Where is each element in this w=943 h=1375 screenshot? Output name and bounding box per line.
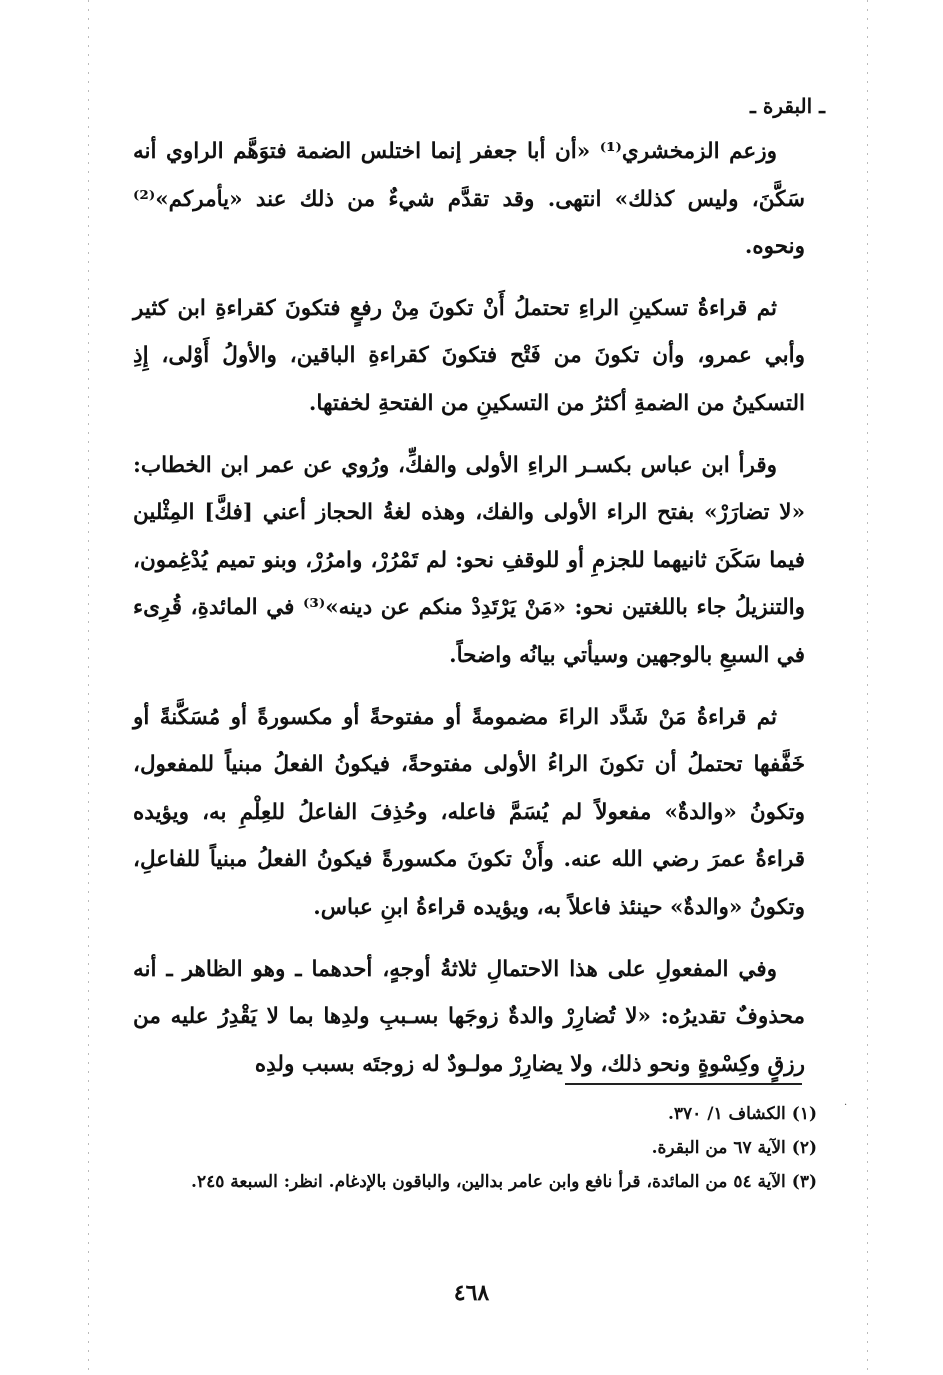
paragraph: وفي المفعولِ على هذا الاحتمالِ ثلاثةُ أوجهٍ، أحدهما ـ وهو الظاهر ـ أنه محذوفٌ تقديرُه: «لا تُضارِرْ والدةٌ زوجَها بسـببِ ولدِها بما لا يَقْدِرُ عليه من رزقٍ وكِسْوةٍ ونحو ذلك، ولا يضارِرْ مولـودٌ له زوجتَه بسبب ولدِه: [133, 956, 805, 1077]
footnote-item: [127, 1165, 817, 1199]
footnote-text: الآية ٥٤ من المائدة، قرأ نافع وابن عامر بدالين، والباقون بالإدغام. انظر: السبعة ٢٤٥.: [191, 1172, 786, 1192]
footnotes: [127, 1097, 817, 1199]
page-number: ٤٦٨: [453, 1280, 490, 1306]
footnote-separator: [565, 1083, 802, 1085]
footnote-number: (٢): [791, 1138, 817, 1158]
paragraph: وزعم الزمخشري⁽¹⁾ «أن أبا جعفر إنما اختلس الضمة فتوَهَّم الراوي أنه سَكَّنَ، وليس كذلك» انتهى. وقد تقدَّم شيءٌ من ذلك عند «يأمركم»⁽²⁾ ونحوه.: [133, 139, 805, 260]
main-text: [133, 128, 805, 1102]
footnote-number: (٣): [791, 1172, 817, 1192]
footnote-number: (١): [791, 1104, 817, 1124]
footnote-text: الكشاف ١/ ٣٧٠.: [667, 1104, 786, 1124]
scan-speck: ·: [844, 1100, 848, 1111]
paragraph: ثم قراءةُ مَنْ شَدَّد الراءَ مضمومةً أو مفتوحةً أو مكسورةً أو مُسَكَّنةً أو خَفَّفها تحتملُ أن تكونَ الراءُ الأولى مفتوحةً، فيكونُ الفعلُ مبنياً للمفعول، وتكونُ «والدةٌ» مفعولاً لم يُسَمَّ فاعله، وحُذِفَ الفاعلُ للعِلْمِ به، ويؤيده قراءةُ عمرَ رضي الله عنه. وأَنْ تكونَ مكسورةً فيكونُ الفعلُ مبنياً للفاعلِ، وتكونُ «والدةٌ» حينئذ فاعلاً به، ويؤيده قراءةُ ابنِ عباس.: [133, 704, 805, 920]
running-header: ـ البقرة ـ: [750, 94, 825, 118]
paragraph: وقرأ ابن عباس بكسـر الراءِ الأولى والفكِّ، ورُوي عن عمر ابن الخطاب: «لا تضارَرْ» بفتح الراء الأولى والفك، وهذه لغةُ الحجاز أعني [فكَّ] المِثْلين فيما سَكَنَ ثانيهما للجزمِ أو للوقفِ نحو: لم تَمْرُرْ، وامرُرْ، وبنو تميم يُدْغِمون، والتنزيلُ جاء باللغتين نحو: «مَنْ يَرْتَدِدْ منكم عن دينه»⁽³⁾ في المائدةِ، قُرِىء في السبعِ بالوجهين وسيأتي بيانُه واضحاً.: [133, 452, 806, 668]
footnote-item: [127, 1097, 817, 1131]
footnote-text: الآية ٦٧ من البقرة.: [651, 1138, 786, 1158]
paragraph: ثم قراءةُ تسكينِ الراءِ تحتملُ أَنْ تكونَ مِنْ رفعٍ فتكونَ كقراءةِ ابن كثير وأبي عمرو، وأن تكونَ من فَتْح فتكونَ كقراءةِ الباقين، والأولُ أَوْلى، إِذِ التسكينُ من الضمةِ أكثرُ من التسكينِ من الفتحةِ لخفتها.: [133, 295, 805, 416]
footnote-item: [127, 1131, 817, 1165]
